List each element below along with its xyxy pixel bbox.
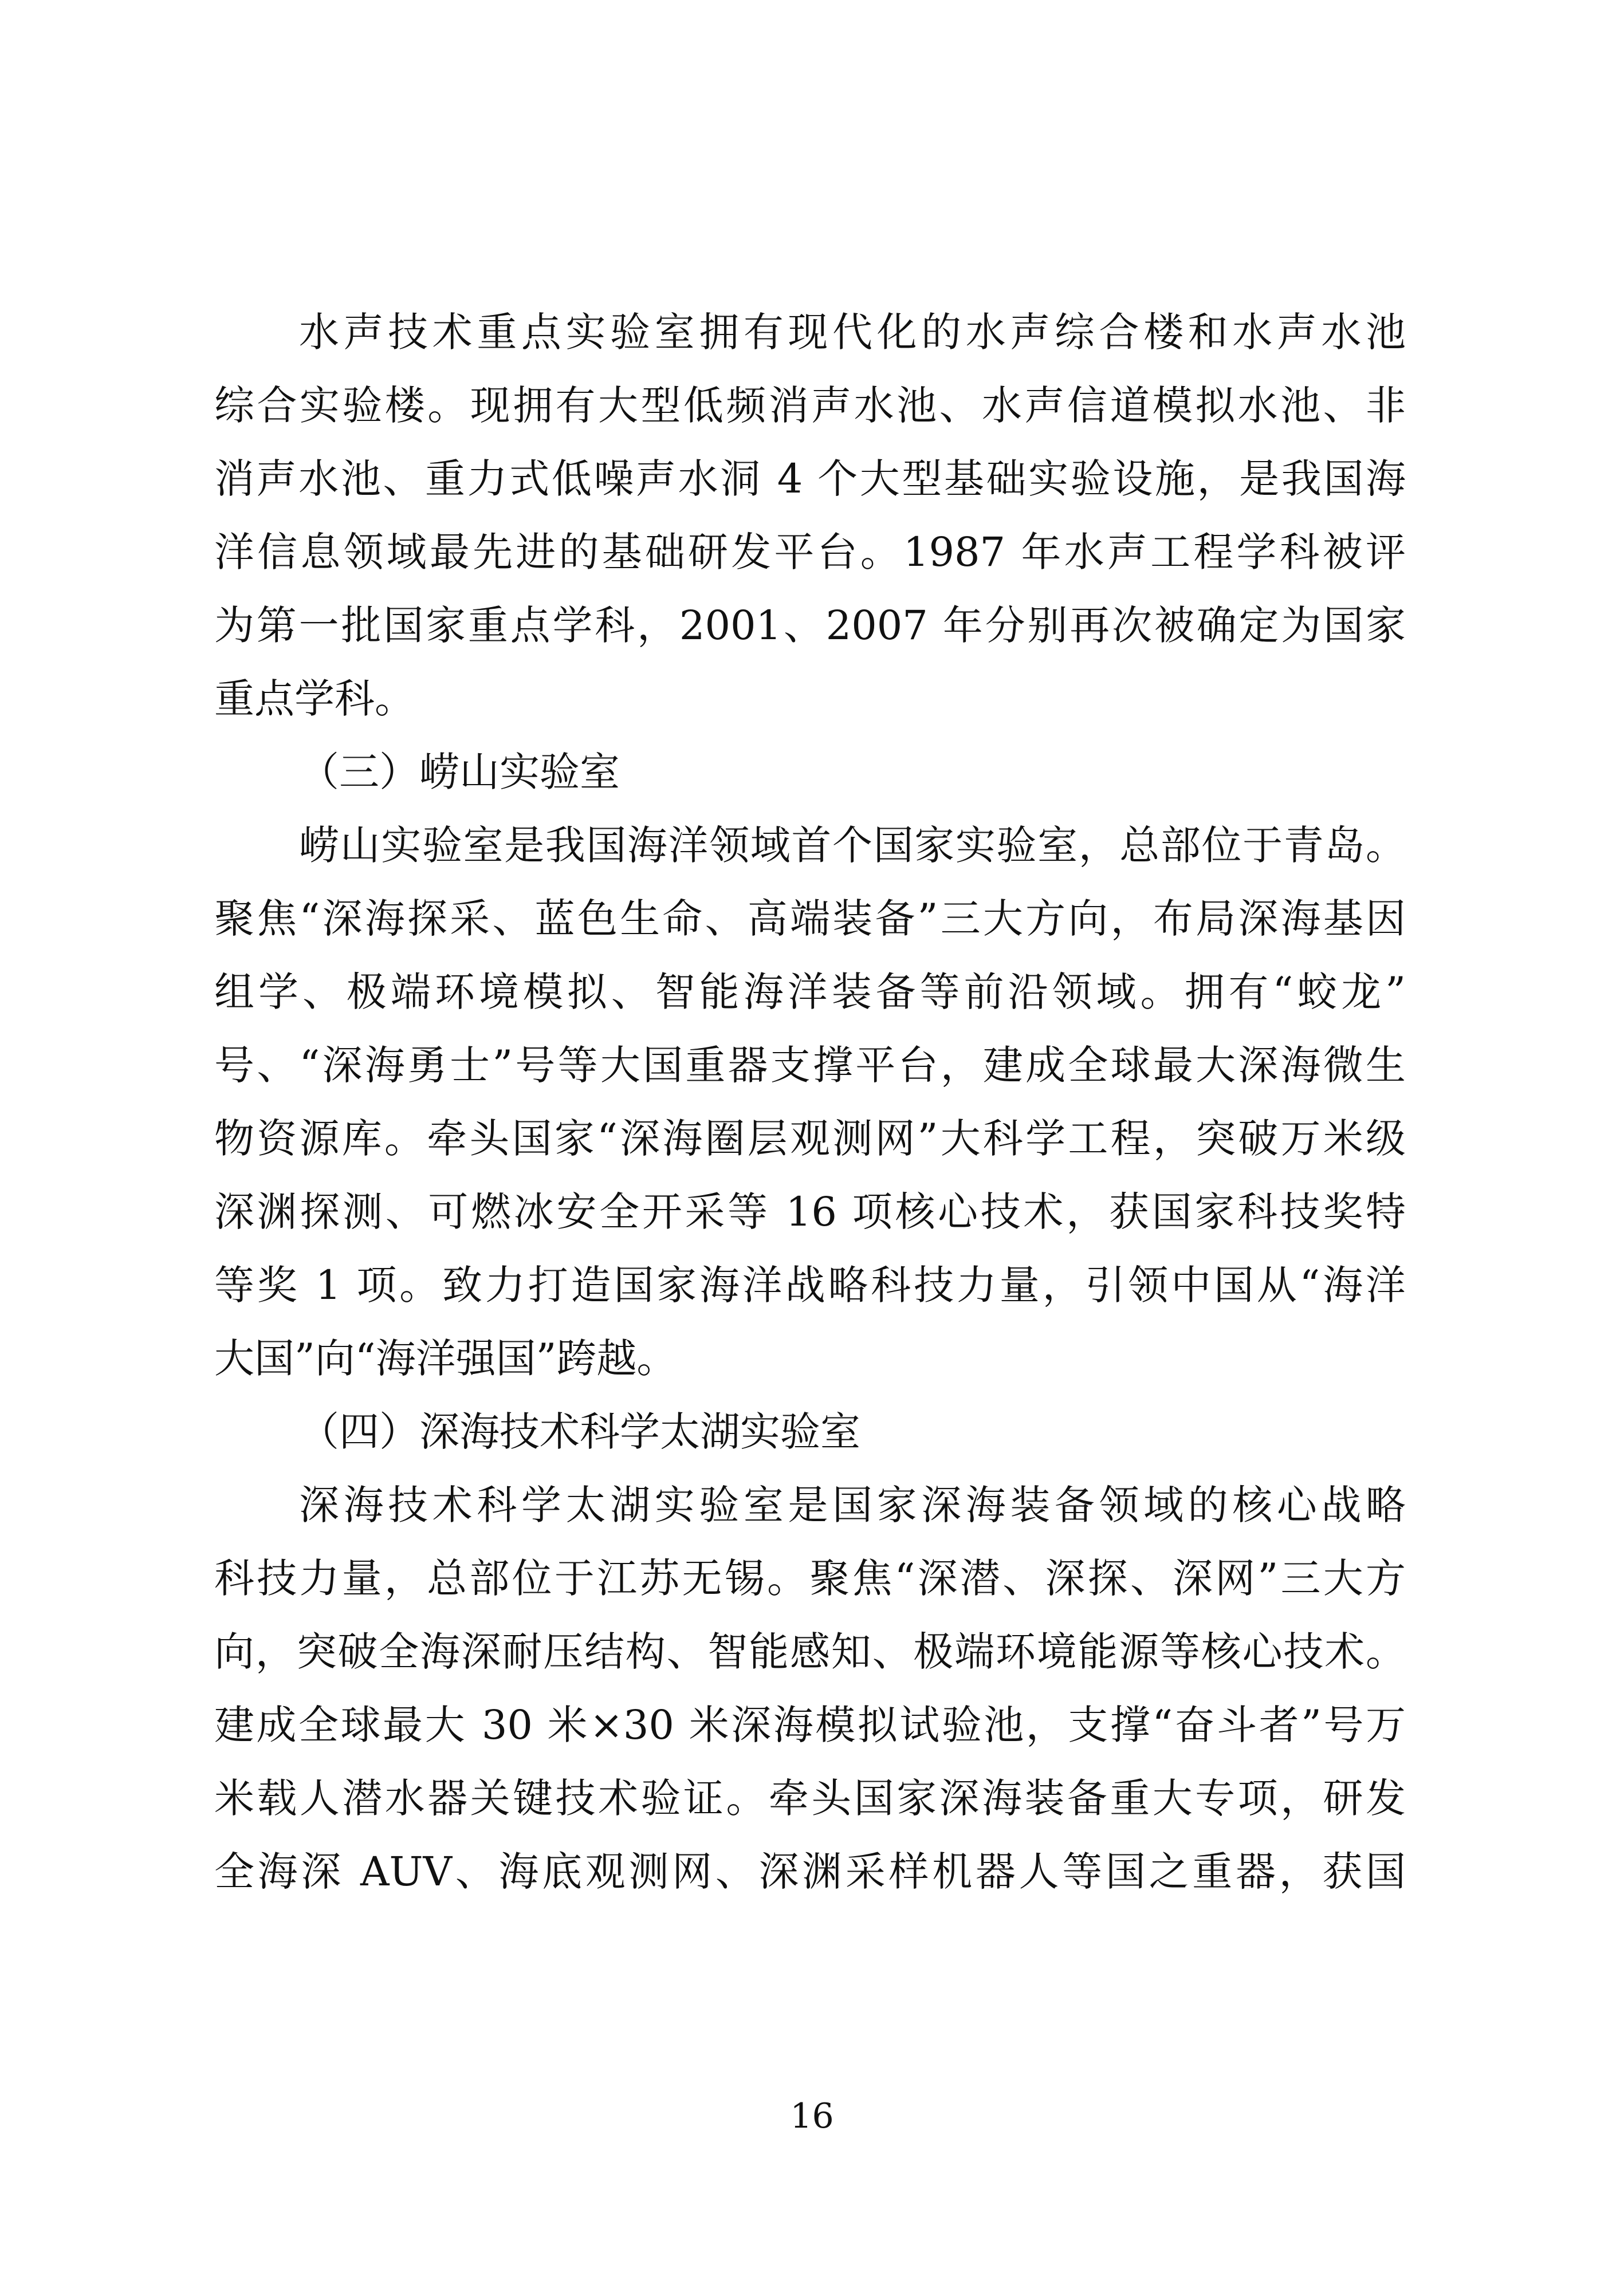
paragraph-line: 崂山实验室是我国海洋领域首个国家实验室，总部位于青岛。 [299,822,1406,869]
paragraph-line: 水声技术重点实验室拥有现代化的水声综合楼和水声水池 [299,309,1406,356]
paragraph-line: 深海技术科学太湖实验室是国家深海装备领域的核心战略 [299,1482,1406,1529]
paragraph-line: 深渊探测、可燃冰安全开采等 16 项核心技术，获国家科技奖特 [214,1188,1406,1235]
paragraph-line: 米载人潜水器关键技术验证。牵头国家深海装备重大专项，研发 [214,1775,1406,1822]
page-number: 16 [790,2096,834,2136]
paragraph-line: 洋信息领域最先进的基础研发平台。1987 年水声工程学科被评 [214,529,1406,576]
paragraph-line: 等奖 1 项。致力打造国家海洋战略科技力量，引领中国从“海洋 [214,1262,1406,1309]
paragraph-line: 为第一批国家重点学科，2001、2007 年分别再次被确定为国家 [214,602,1406,649]
paragraph-line: 全海深 AUV、海底观测网、深渊采样机器人等国之重器，获国 [214,1848,1406,1895]
paragraph-line: 号、“深海勇士”号等大国重器支撑平台，建成全球最大深海微生 [214,1042,1406,1089]
section-heading-taihu: （四）深海技术科学太湖实验室 [299,1408,860,1455]
paragraph-line: 综合实验楼。现拥有大型低频消声水池、水声信道模拟水池、非 [214,382,1406,429]
paragraph-line: 物资源库。牵头国家“深海圈层观测网”大科学工程，突破万米级 [214,1115,1406,1162]
paragraph-line: 向，突破全海深耐压结构、智能感知、极端环境能源等核心技术。 [214,1628,1406,1675]
paragraph-line: 建成全球最大 30 米×30 米深海模拟试验池，支撑“奋斗者”号万 [214,1702,1406,1748]
paragraph-line: 重点学科。 [214,675,415,722]
paragraph-line: 科技力量，总部位于江苏无锡。聚焦“深潜、深探、深网”三大方 [214,1555,1406,1602]
paragraph-line: 大国”向“海洋强国”跨越。 [214,1335,677,1382]
paragraph-line: 消声水池、重力式低噪声水洞 4 个大型基础实验设施，是我国海 [214,455,1406,502]
paragraph-line: 聚焦“深海探采、蓝色生命、高端装备”三大方向，布局深海基因 [214,895,1406,942]
paragraph-line: 组学、极端环境模拟、智能海洋装备等前沿领域。拥有“蛟龙” [214,968,1406,1015]
section-heading-laoshan: （三）崂山实验室 [299,749,620,795]
